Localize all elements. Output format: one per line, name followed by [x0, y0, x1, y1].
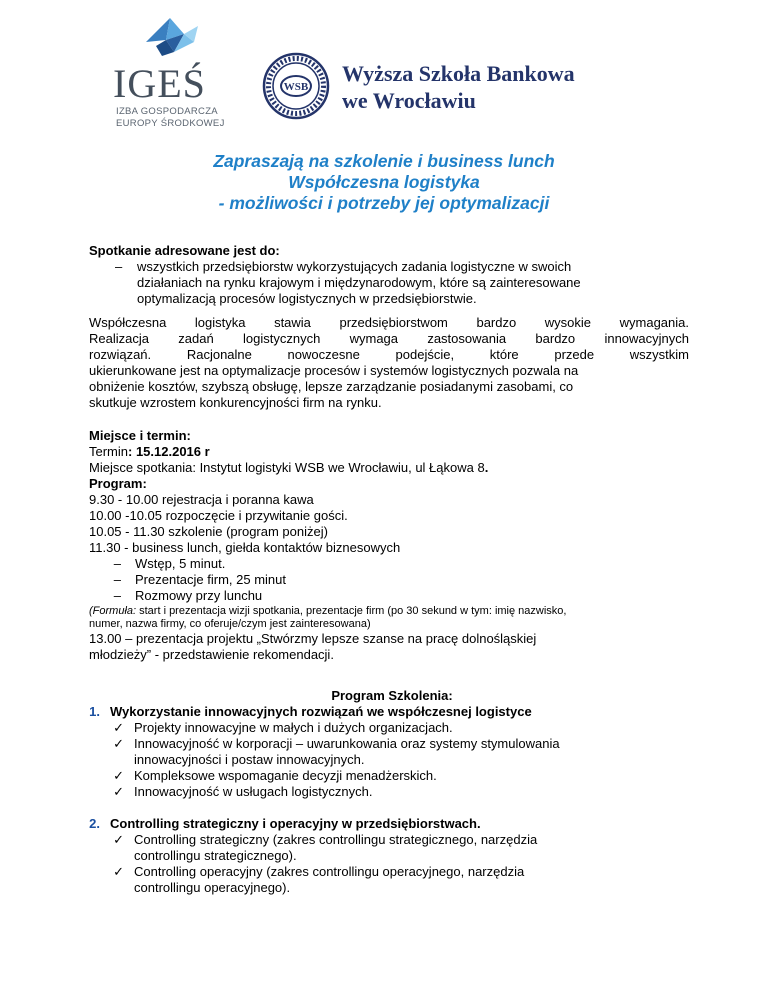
date-value: : 15.12.2016 r: [128, 444, 210, 459]
formula-note: [89, 605, 689, 618]
agenda-item: 10.00 -10.05 rozpoczęcie i przywitanie gości.: [89, 508, 348, 523]
training-heading: Program Szkolenia:: [331, 688, 453, 703]
formula-text: start i prezentacja wizji spotkania, prezentacje firm (po 30 sekund w tym: imię nazwisko,: [136, 605, 567, 617]
iges-wordmark: IGEŚ: [113, 61, 206, 106]
lunch-item-text: Wstęp, 5 minut.: [135, 556, 226, 571]
intro-line6: skutkuje wzrostem konkurencyjności firm na rynku.: [89, 395, 382, 410]
venue-label: Miejsce spotkania:: [89, 460, 200, 475]
program-heading: Program:: [89, 476, 147, 491]
training-item-text: Projekty innowacyjne w małych i dużych organizacjach.: [134, 720, 453, 735]
intro-line1: Współczesna logistyka stawia przedsiębiorstwom bardzo wysokie wymagania.: [89, 315, 689, 330]
iges-subtitle-line1: IZBA GOSPODARCZA: [116, 106, 218, 117]
dash-bullet: –: [113, 588, 121, 603]
section-title: Controlling strategiczny i operacyjny w przedsiębiorstwach.: [110, 816, 481, 831]
lunch-item: [89, 588, 689, 604]
lunch-item-text: Prezentacje firm, 25 minut: [135, 572, 287, 587]
agenda-item: 11.30 - business lunch, giełda kontaktów biznesowych: [89, 540, 401, 555]
training-section-1: [62, 704, 702, 720]
iges-subtitle: [116, 106, 225, 130]
training-item-text: innowacyjności i postaw innowacyjnych.: [134, 752, 365, 767]
training-item-text: controllingu strategicznego).: [134, 848, 297, 863]
checkmark-icon: ✓: [113, 720, 124, 735]
training-item-text: Innowacyjność w korporacji – uwarunkowania oraz systemy stymulowania: [134, 736, 560, 751]
training-item: [62, 768, 702, 784]
iges-logo: [108, 12, 238, 132]
training-item: [62, 832, 702, 848]
audience-line3: optymalizacją procesów logistycznych w przedsiębiorstwie.: [137, 291, 477, 306]
wsb-seal-text: WSB: [283, 81, 309, 93]
checkmark-icon: ✓: [113, 784, 124, 799]
title-line3: - możliwości i potrzeby jej optymalizacji: [218, 193, 550, 213]
formula-text-line2: numer, nazwa firmy, co oferuje/czym jest zainteresowana): [89, 618, 371, 630]
checkmark-icon: ✓: [113, 736, 124, 751]
training-item: [62, 784, 702, 800]
training-item-text: Innowacyjność w usługach logistycznych.: [134, 784, 373, 799]
intro-line5: obniżenie kosztów, szybszą obsługę, lepsze zarządzanie posiadanymi zasobami, co: [89, 379, 574, 394]
audience-line1: wszystkich przedsiębiorstw wykorzystujących zadania logistyczne w swoich: [137, 259, 572, 274]
training-program: [62, 688, 702, 896]
audience-line2: działaniach na rynku krajowym i międzynarodowym, które są zainteresowane: [137, 275, 581, 290]
training-item-continuation: [62, 848, 702, 864]
section-title: Wykorzystanie innowacyjnych rozwiązań we współczesnej logistyce: [110, 704, 532, 719]
iges-subtitle-line2: EUROPY ŚRODKOWEJ: [116, 118, 225, 129]
venue-line: [89, 460, 689, 476]
section-number: 2.: [89, 816, 100, 831]
training-item-text: Controlling operacyjny (zakres controllingu operacyjnego, narzędzia: [134, 864, 525, 879]
training-item: [62, 864, 702, 880]
training-item-continuation: [62, 752, 702, 768]
training-item: [62, 736, 702, 752]
bird-icon: [136, 12, 206, 64]
section-number: 1.: [89, 704, 100, 719]
intro-paragraph: [89, 315, 689, 411]
invitation-title: [0, 151, 768, 214]
training-item-text: Kompleksowe wspomaganie decyzji menadżerskich.: [134, 768, 437, 783]
agenda-item: 10.05 - 11.30 szkolenie (program poniżej): [89, 524, 328, 539]
audience-section: [89, 243, 689, 307]
dash-bullet: –: [113, 572, 121, 587]
lunch-item-text: Rozmowy przy lunchu: [135, 588, 263, 603]
formula-label: (Formuła:: [89, 605, 137, 617]
training-section-2: [62, 816, 702, 832]
checkmark-icon: ✓: [113, 864, 124, 879]
dash-bullet: –: [113, 556, 121, 571]
date-label: Termin: [89, 444, 129, 459]
checkmark-icon: ✓: [113, 832, 124, 847]
intro-line4: ukierunkowane jest na optymalizacje procesów i systemów logistycznych pozwala na: [89, 363, 579, 378]
training-item: [62, 720, 702, 736]
audience-item: [89, 259, 689, 275]
wsb-name: [342, 60, 575, 114]
training-item-text: Controlling strategiczny (zakres controllingu strategicznego, narzędzia: [134, 832, 538, 847]
intro-line2: Realizacja zadań logistycznych wymaga zastosowania bardzo innowacyjnych: [89, 331, 689, 346]
title-line1: Zapraszają na szkolenie i business lunch: [213, 151, 555, 171]
place-heading: Miejsce i termin:: [89, 428, 191, 443]
project-line1: 13.00 – prezentacja projektu „Stwórzmy lepsze szanse na pracę dolnośląskiej: [89, 631, 537, 646]
wsb-seal-icon: [262, 52, 330, 120]
venue-value: Instytut logistyki WSB we Wrocławiu, ul Łąkowa 8: [199, 460, 485, 475]
lunch-item: [89, 556, 689, 572]
dash-bullet: –: [115, 259, 123, 274]
training-item-text: controllingu operacyjnego).: [134, 880, 291, 895]
agenda-item: 9.30 - 10.00 rejestracja i poranna kawa: [89, 492, 314, 507]
wsb-name-line2: we Wrocławiu: [342, 88, 476, 113]
venue-dot: .: [484, 460, 489, 475]
lunch-item: [89, 572, 689, 588]
title-line2: Współczesna logistyka: [288, 172, 480, 192]
date-line: [89, 444, 689, 460]
training-item-continuation: [62, 880, 702, 896]
wsb-name-line1: Wyższa Szkoła Bankowa: [342, 61, 575, 86]
checkmark-icon: ✓: [113, 768, 124, 783]
details-section: [89, 428, 689, 663]
intro-line3: rozwiązań. Racjonalne nowoczesne podejście, które przede wszystkim: [89, 347, 689, 362]
project-line2: młodzieży” - przedstawienie rekomendacji.: [89, 647, 334, 662]
audience-heading: Spotkanie adresowane jest do:: [89, 243, 280, 258]
